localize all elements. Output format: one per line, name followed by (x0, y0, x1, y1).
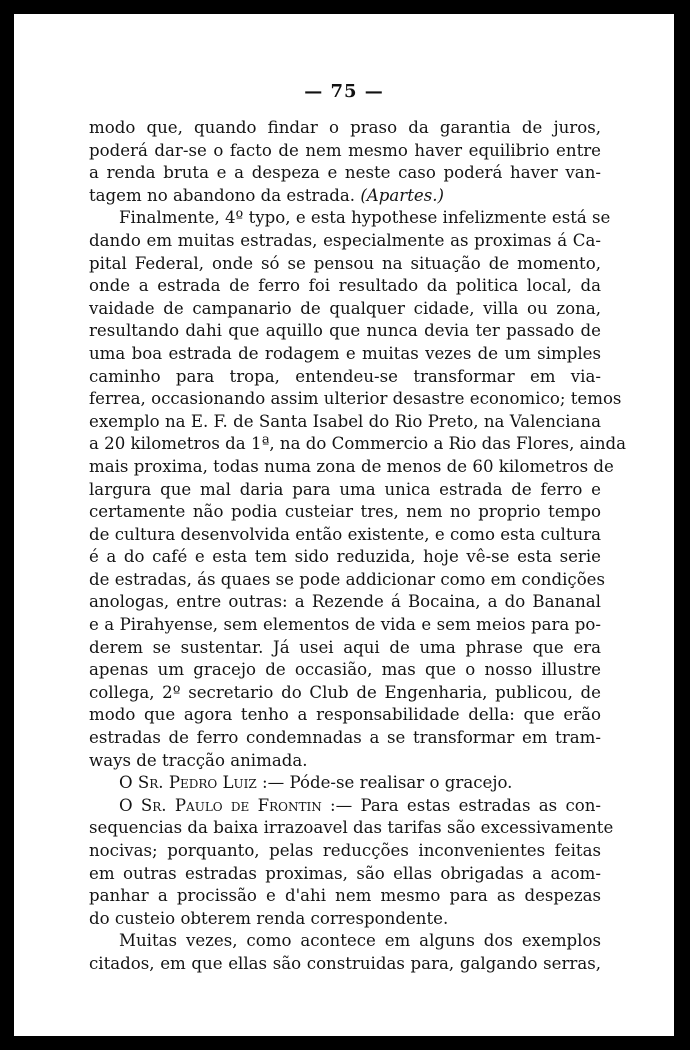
text-line: Finalmente, 4º typo, e esta hypothese infelizmente está se (119, 208, 611, 228)
body-text (89, 117, 627, 976)
text-line: apenas um gracejo de occasião, mas que o nosso illustre (89, 660, 601, 680)
text-line: vaidade de campanario de qualquer cidade, villa ou zona, (89, 298, 601, 318)
text-line: uma boa estrada de rodagem e muitas vezes de um simples (89, 343, 601, 363)
text-line: onde a estrada de ferro foi resultado da politica local, da (89, 276, 601, 296)
text-line: collega, 2º secretario do Club de Engenharia, publicou, de (89, 682, 601, 702)
book-page (14, 14, 674, 1036)
text-line: largura que mal daria para uma unica estrada de ferro e (89, 479, 601, 499)
text-segment: tagem no abandono da estrada. (89, 185, 356, 205)
text-line: nocivas; porquanto, pelas reducções inconvenientes feitas (89, 841, 601, 860)
speaker-title: O Sr. (119, 795, 167, 815)
speaker-name: Pedro Luiz (168, 773, 257, 793)
text-line: a 20 kilometros da 1ª, na do Commercio a Rio das Flores, ainda (89, 434, 627, 454)
text-line: de estradas, ás quaes se pode addicionar como em condições (89, 569, 606, 589)
text-line: ways de tracção animada. (89, 750, 308, 770)
speaker-line (89, 772, 601, 795)
text-line: caminho para tropa, entendeu-se transformar em via- (89, 366, 601, 386)
text-line: modo que agora tenho a responsabilidade della: que erão (89, 705, 601, 725)
text-line: certamente não podia custeiar tres, nem no proprio tempo (89, 502, 601, 522)
text-line: e a Pirahyense, sem elementos de vida e sem meios para po- (89, 615, 601, 635)
page-number: — 75 — (304, 81, 384, 102)
speech-text: :— Póde-se realisar o gracejo. (262, 773, 513, 793)
text-line: Muitas vezes, como acontece em alguns dos exemplos (119, 931, 601, 951)
speaker-title: O Sr. (119, 773, 164, 793)
text-line: do custeio obterem renda correspondente. (89, 908, 449, 928)
text-line: de cultura desenvolvida então existente, e como esta cultura (89, 524, 601, 544)
text-line: em outras estradas proximas, são ellas obrigadas a acom- (89, 863, 601, 883)
text-line: derem se sustentar. Já usei aqui de uma phrase que era (89, 637, 601, 657)
text-line: a renda bruta e a despeza e neste caso poderá haver van- (89, 163, 601, 183)
text-line: dando em muitas estradas, especialmente as proximas á Ca- (89, 230, 601, 250)
text-line: modo que, quando findar o praso da garantia de juros, (89, 118, 601, 137)
speaker-line (89, 795, 601, 818)
speech-text: :— Para estas estradas as con- (330, 795, 602, 815)
text-line: ferrea, occasionando assim ulterior desastre economico; temos (89, 389, 622, 409)
text-line: anologas, entre outras: a Rezende á Bocaina, a do Bananal (89, 592, 601, 612)
text-line: poderá dar-se o facto de nem mesmo haver equilibrio entre (89, 140, 601, 160)
text-line: mais proxima, todas numa zona de menos de 60 kilometros de (89, 456, 614, 476)
text-line: pital Federal, onde só se pensou na situação de momento, (89, 253, 601, 273)
text-line: exemplo na E. F. de Santa Isabel do Rio Preto, na Valenciana (89, 411, 601, 431)
text-line: resultando dahi que aquillo que nunca devia ter passado de (89, 321, 601, 341)
text-line: panhar a procissão e d'ahi nem mesmo para as despezas (89, 886, 601, 906)
text-line: é a do café e esta tem sido reduzida, hoje vê-se esta serie (89, 547, 601, 567)
interjection-apartes: (Apartes.) (360, 185, 444, 205)
text-line (89, 185, 601, 208)
text-line: estradas de ferro condemnadas a se transformar em tram- (89, 728, 601, 748)
speaker-name: Paulo de Frontin (174, 795, 322, 815)
text-line: sequencias da baixa irrazoavel das tarifas são excessivamente (89, 818, 614, 838)
text-line: citados, em que ellas são construidas para, galgando serras, (89, 953, 601, 973)
